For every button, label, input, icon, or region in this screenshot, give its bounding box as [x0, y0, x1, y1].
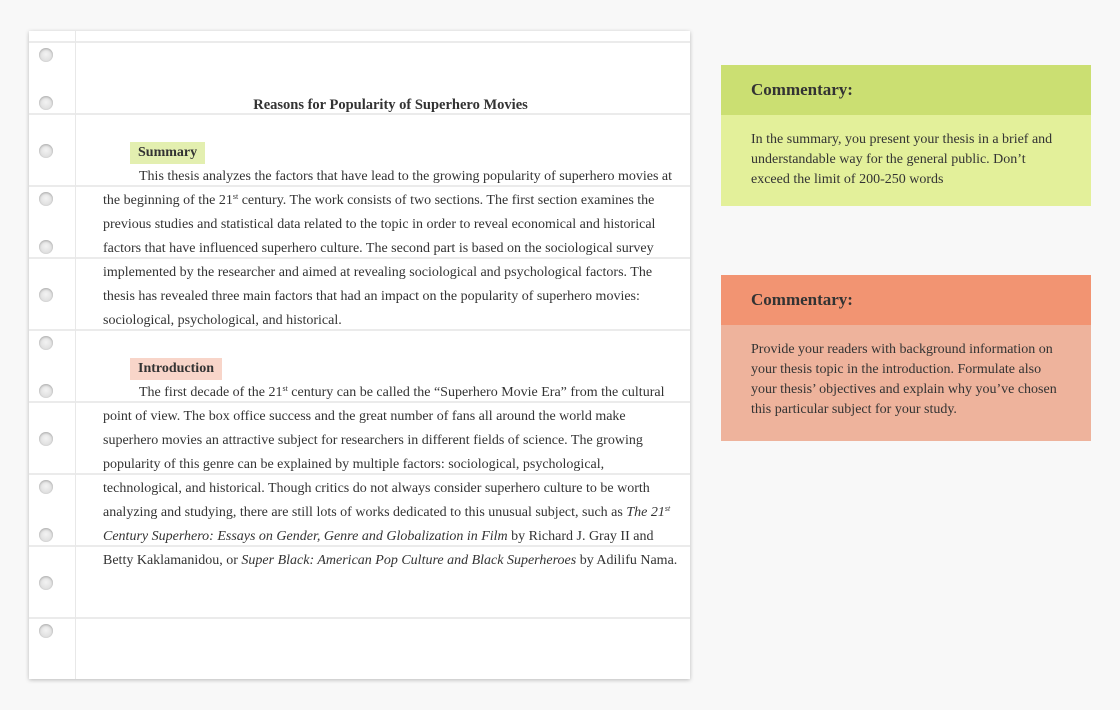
introduction-heading: Introduction	[130, 358, 222, 380]
binder-hole	[39, 432, 53, 446]
introduction-paragraph: The first decade of the 21st century can be called the “Superhero Movie Era” from the cultural point of view. The box office success and the great number of fans all around the world make superhero movies an attractive subject for researchers in different fields of science. The growing popularity of this genre can be explained by multiple factors: sociological, psychological, technological, and historical. Though critics do not always consider superhero culture to be worth analyzing and studying, there are still lots of works dedicated to this unusual subject, such as The 21st Century Superhero: Essays on Gender, Genre and Globalization in Film by Richard J. Gray II and Betty Kaklamanidou, or Super Black: American Pop Culture and Black Superheroes by Adilifu Nama.	[103, 384, 678, 568]
commentary-text: Provide your readers with background information on your thesis topic in the introduction. Formulate also your thesis’ objectives and explain why you’ve chosen this particular subject for your study.	[721, 325, 1091, 441]
book-title: The 21st Century Superhero: Essays on Gender, Genre and Globalization in Film	[103, 504, 671, 544]
binder-hole	[39, 192, 53, 206]
binder-hole	[39, 240, 53, 254]
commentary-introduction	[721, 275, 1091, 441]
binder-hole	[39, 624, 53, 638]
binder-hole	[39, 96, 53, 110]
binder-hole	[39, 528, 53, 542]
commentary-summary	[721, 65, 1091, 206]
book-title: Super Black: American Pop Culture and Black Superheroes	[241, 553, 577, 568]
summary-heading: Summary	[130, 142, 205, 164]
commentary-title: Commentary:	[721, 275, 1091, 325]
binder-hole	[39, 480, 53, 494]
document-body	[103, 93, 678, 573]
binder-hole	[39, 288, 53, 302]
summary-paragraph: This thesis analyzes the factors that have lead to the growing popularity of superhero movies at the beginning of the 21st century. The work consists of two sections. The first section examines the previous studies and statistical data related to the topic in order to reveal economical and historical factors that have influenced superhero culture. The second part is based on the sociological survey implemented by the researcher and aimed at revealing sociological and psychological factors. The thesis has revealed three main factors that had an impact on the popularity of superhero movies: sociological, psychological, and historical.	[103, 169, 673, 328]
commentary-title: Commentary:	[721, 65, 1091, 115]
binder-hole	[39, 384, 53, 398]
binder-hole	[39, 576, 53, 590]
binder-hole	[39, 48, 53, 62]
binder-hole	[39, 144, 53, 158]
document-page	[29, 31, 690, 679]
document-title: Reasons for Popularity of Superhero Movies	[253, 97, 528, 113]
commentary-text: In the summary, you present your thesis in a brief and understandable way for the general public. Don’t exceed the limit of 200-250 words	[721, 115, 1091, 206]
binder-hole	[39, 336, 53, 350]
